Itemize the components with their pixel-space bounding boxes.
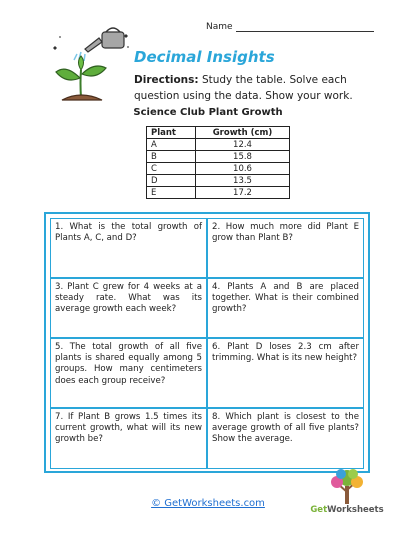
- questions-grid: [44, 212, 370, 473]
- plant-cell: B: [147, 151, 196, 163]
- getworksheets-logo: [310, 468, 384, 518]
- name-label: Name: [206, 22, 233, 32]
- question-cell-2: [207, 218, 364, 278]
- plant-cell: D: [147, 175, 196, 187]
- table-header-row: [147, 127, 290, 139]
- question-text: How much more did Plant E grow than Plant B?: [212, 222, 359, 244]
- question-cell-4: [207, 278, 364, 338]
- watering-plant-icon: [48, 26, 132, 106]
- table-title: Science Club Plant Growth: [133, 107, 283, 118]
- question-number: 5.: [55, 342, 70, 352]
- question-text: Plant C grew for 4 weeks at a steady rate. What was its average growth each week?: [55, 282, 202, 315]
- table-row: [147, 151, 290, 163]
- growth-cell: 10.6: [196, 163, 290, 175]
- growth-cell: 15.8: [196, 151, 290, 163]
- question-number: 1.: [55, 222, 70, 232]
- logo-text: GetWorksheets: [310, 505, 384, 515]
- question-text: Plants A and B are placed together. What is their combined growth?: [212, 282, 359, 315]
- question-number: 3.: [55, 282, 68, 292]
- growth-cell: 12.4: [196, 139, 290, 151]
- growth-cell: 17.2: [196, 187, 290, 199]
- name-line: [236, 23, 374, 32]
- tree-icon: [310, 468, 384, 506]
- question-cell-6: [207, 338, 364, 408]
- question-cell-1: [50, 218, 207, 278]
- question-number: 2.: [212, 222, 226, 232]
- question-cell-8: [207, 408, 364, 469]
- directions-label: Directions:: [134, 74, 199, 86]
- table-row: [147, 187, 290, 199]
- question-text: If Plant B grows 1.5 times its current growth, what will its new growth be?: [55, 412, 203, 445]
- column-header-plant: Plant: [147, 127, 196, 139]
- table-row: [147, 139, 290, 151]
- question-number: 7.: [55, 412, 68, 422]
- question-number: 4.: [212, 282, 228, 292]
- question-cell-3: [50, 278, 207, 338]
- question-text: Plant D loses 2.3 cm after trimming. What is its new height?: [212, 342, 359, 364]
- name-field: [206, 22, 374, 32]
- table-row: [147, 163, 290, 175]
- table-row: [147, 175, 290, 187]
- question-cell-5: [50, 338, 207, 408]
- question-text: What is the total growth of Plants A, C, and D?: [55, 222, 202, 244]
- question-number: 8.: [212, 412, 226, 422]
- question-text: Which plant is closest to the average growth of all five plants? Show the average.: [212, 412, 359, 445]
- directions: [134, 72, 384, 104]
- question-text: The total growth of all five plants is shared equally among 5 groups. How many centimeters does each group receive?: [55, 342, 202, 386]
- worksheet-title: Decimal Insights: [134, 48, 275, 66]
- website-link[interactable]: © GetWorksheets.com: [151, 498, 265, 509]
- plant-cell: A: [147, 139, 196, 151]
- question-number: 6.: [212, 342, 228, 352]
- plant-cell: C: [147, 163, 196, 175]
- growth-table: [146, 126, 290, 199]
- question-cell-7: [50, 408, 207, 469]
- column-header-growth: Growth (cm): [196, 127, 290, 139]
- plant-cell: E: [147, 187, 196, 199]
- directions-text: Study the table. Solve each question using the data. Show your work.: [134, 74, 353, 102]
- growth-cell: 13.5: [196, 175, 290, 187]
